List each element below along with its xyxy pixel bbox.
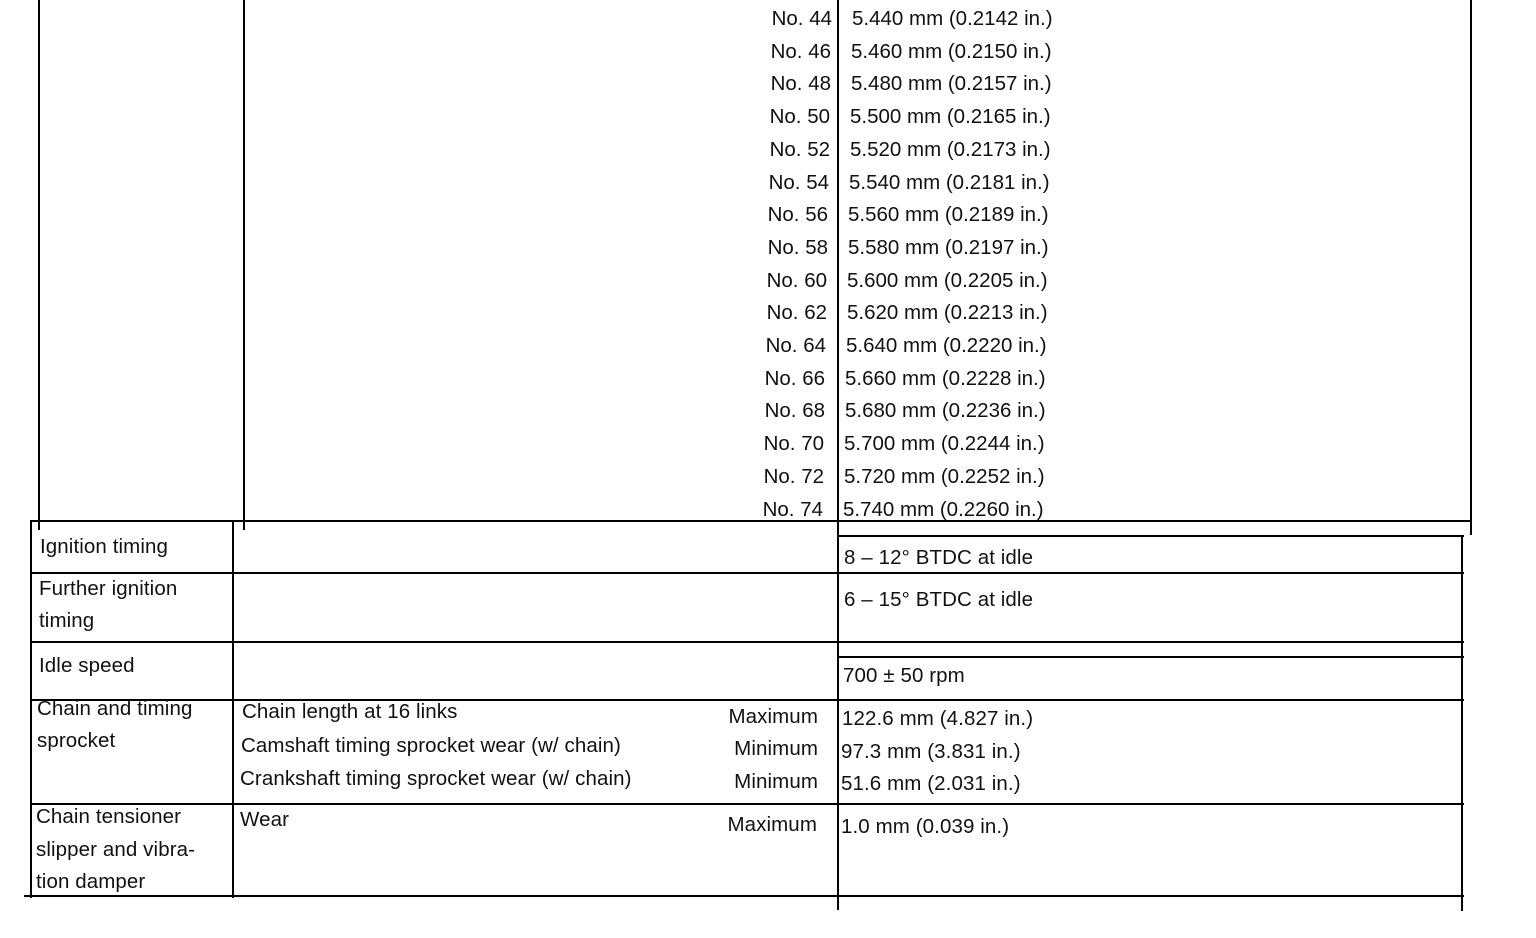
- shim-thickness-value: 5.700 mm (0.2244 in.): [844, 432, 1045, 456]
- row-divider-further-ignition: [30, 641, 1464, 643]
- chain-length-limit: Maximum: [728, 705, 818, 728]
- shim-number: No. 44: [771, 7, 832, 30]
- chain-length-value: 122.6 mm (4.827 in.): [842, 707, 1034, 730]
- shim-thickness-value: 5.620 mm (0.2213 in.): [847, 301, 1048, 325]
- crankshaft-sprocket-limit: Minimum: [734, 770, 818, 793]
- further-ignition-label-line2: timing: [39, 609, 95, 632]
- table-row: [26, 203, 1466, 236]
- camshaft-sprocket-limit: Minimum: [734, 737, 818, 760]
- shim-number: No. 48: [770, 72, 831, 96]
- table-row: [26, 367, 1466, 400]
- shim-thickness-value: 5.740 mm (0.2260 in.): [843, 497, 1044, 521]
- table-row: [26, 301, 1466, 334]
- shim-thickness-value: 5.460 mm (0.2150 in.): [851, 39, 1052, 63]
- shim-thickness-value: 5.520 mm (0.2173 in.): [850, 137, 1051, 161]
- shim-thickness-value: 5.440 mm (0.2142 in.): [852, 7, 1053, 30]
- shim-thickness-list: [26, 0, 1466, 530]
- crankshaft-sprocket-desc: Crankshaft timing sprocket wear (w/ chain): [240, 767, 632, 790]
- table-row: [26, 40, 1466, 73]
- table-row: [26, 269, 1466, 302]
- idle-speed-value: 700 ± 50 rpm: [843, 664, 965, 687]
- shim-thickness-value: 5.600 mm (0.2205 in.): [847, 268, 1048, 292]
- table-row: [26, 138, 1466, 171]
- shim-thickness-value: 5.720 mm (0.2252 in.): [844, 464, 1045, 488]
- idle-speed-label: Idle speed: [39, 654, 135, 677]
- chain-length-desc: Chain length at 16 links: [242, 700, 458, 723]
- table-row: [26, 105, 1466, 138]
- crankshaft-sprocket-value: 51.6 mm (2.031 in.): [841, 772, 1021, 795]
- chain-tensioner-desc: Wear: [240, 808, 290, 831]
- chain-tensioner-value: 1.0 mm (0.039 in.): [841, 815, 1010, 838]
- further-ignition-value: 6 – 15° BTDC at idle: [844, 588, 1034, 611]
- ignition-timing-value: 8 – 12° BTDC at idle: [844, 546, 1034, 569]
- spec-table: [26, 0, 1466, 910]
- table-left-border-lower: [30, 520, 32, 898]
- table-row: [26, 399, 1466, 432]
- shim-number: No. 60: [766, 268, 827, 292]
- shim-number: No. 54: [768, 170, 829, 194]
- chain-tensioner-label-line3: tion damper: [36, 870, 146, 893]
- chain-tensioner-label-line2: slipper and vibra-: [36, 838, 196, 861]
- row-divider-chain: [30, 803, 1464, 805]
- ignition-timing-label: Ignition timing: [40, 535, 168, 558]
- shim-thickness-value: 5.660 mm (0.2228 in.): [845, 366, 1046, 390]
- camshaft-sprocket-desc: Camshaft timing sprocket wear (w/ chain): [241, 734, 621, 757]
- shim-number: No. 62: [766, 301, 827, 325]
- table-row: [26, 72, 1466, 105]
- table-row: [26, 334, 1466, 367]
- table-right-border: [1470, 0, 1472, 535]
- table-col1-divider-lower: [232, 520, 234, 898]
- table-row: [26, 236, 1466, 269]
- shim-number: No. 68: [764, 399, 825, 423]
- shim-number: No. 58: [767, 235, 828, 259]
- shim-number: No. 50: [769, 105, 830, 129]
- shim-number: No. 72: [763, 464, 824, 488]
- shim-thickness-value: 5.560 mm (0.2189 in.): [848, 203, 1049, 227]
- row-divider-right-seg2: [837, 656, 1464, 658]
- shim-number: No. 46: [770, 39, 831, 63]
- shim-thickness-value: 5.680 mm (0.2236 in.): [845, 399, 1046, 423]
- shim-thickness-value: 5.580 mm (0.2197 in.): [848, 235, 1049, 259]
- chain-tensioner-limit: Maximum: [727, 813, 817, 836]
- shim-number: No. 66: [764, 366, 825, 390]
- table-bottom-border: [24, 895, 1464, 897]
- shim-number: No. 52: [769, 137, 830, 161]
- shim-number: No. 64: [765, 334, 826, 357]
- shim-number: No. 74: [762, 497, 823, 521]
- chain-sprocket-label-line1: Chain and timing: [37, 697, 193, 720]
- shim-thickness-value: 5.480 mm (0.2157 in.): [851, 72, 1052, 96]
- table-row: [26, 498, 1466, 531]
- camshaft-sprocket-value: 97.3 mm (3.831 in.): [841, 740, 1021, 763]
- shim-thickness-value: 5.540 mm (0.2181 in.): [849, 170, 1050, 194]
- chain-sprocket-label-line2: sprocket: [37, 729, 116, 752]
- chain-tensioner-label-line1: Chain tensioner: [36, 805, 182, 828]
- table-row: [26, 7, 1466, 40]
- row-divider-right-seg: [837, 535, 1464, 537]
- table-right-border-lower: [1461, 535, 1463, 911]
- row-divider-ignition: [30, 572, 1464, 574]
- shim-number: No. 70: [763, 432, 824, 456]
- table-row: [26, 171, 1466, 204]
- shim-thickness-value: 5.500 mm (0.2165 in.): [850, 105, 1051, 129]
- table-row: [26, 465, 1466, 498]
- shim-number: No. 56: [767, 203, 828, 227]
- further-ignition-label-line1: Further ignition: [39, 577, 178, 600]
- shim-thickness-value: 5.640 mm (0.2220 in.): [846, 334, 1047, 357]
- table-row: [26, 432, 1466, 465]
